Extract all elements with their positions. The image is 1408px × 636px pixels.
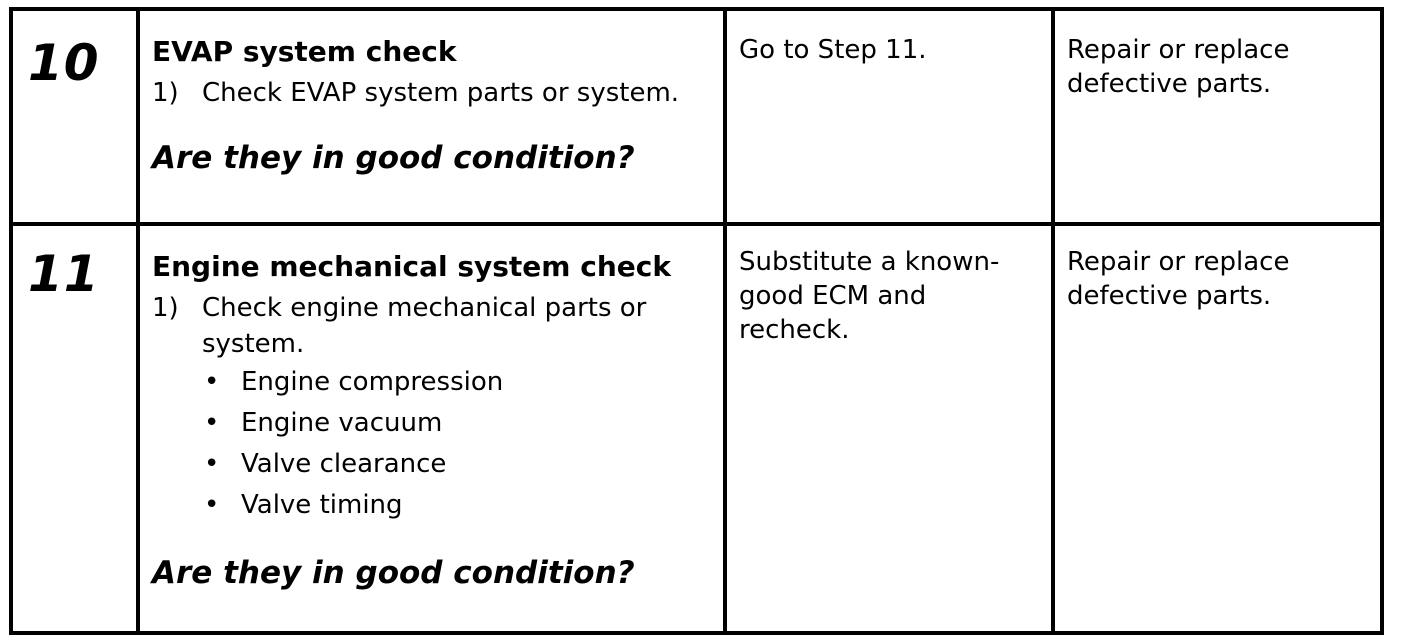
list-item-text: Engine compression <box>241 367 504 397</box>
question-text: Are they in good condition? <box>152 555 635 591</box>
bullet-icon: • <box>204 408 220 438</box>
bullet-icon: • <box>204 449 220 479</box>
action-cell <box>138 9 725 224</box>
list-item-text: Engine vacuum <box>241 408 443 438</box>
table-row-step-10 <box>11 9 1382 224</box>
step-number: 10 <box>28 34 100 92</box>
no-result-text: Repair or replace defective parts. <box>1067 35 1290 99</box>
action-title: Engine mechanical system check <box>152 250 671 283</box>
bullet-icon: • <box>204 367 220 397</box>
yes-cell <box>725 224 1053 633</box>
list-item <box>202 444 711 485</box>
list-item-text: Valve timing <box>241 490 403 520</box>
yes-result-text: Go to Step 11. <box>739 35 927 65</box>
no-cell <box>1053 9 1382 224</box>
troubleshooting-table <box>9 7 1384 635</box>
instruction-item <box>152 290 711 362</box>
yes-cell <box>725 9 1053 224</box>
list-item <box>202 403 711 444</box>
step-cell <box>11 9 138 224</box>
action-cell <box>138 224 725 633</box>
question-text: Are they in good condition? <box>152 140 635 176</box>
instruction-item <box>152 75 711 111</box>
instruction-number: 1) <box>152 293 179 323</box>
list-item <box>202 362 711 403</box>
step-cell <box>11 224 138 633</box>
yes-result-text: Substitute a known-good ECM and recheck. <box>739 247 1000 345</box>
check-list <box>152 362 711 526</box>
table-row-step-11 <box>11 224 1382 633</box>
instruction-text: Check engine mechanical parts or system. <box>202 293 647 359</box>
no-result-text: Repair or replace defective parts. <box>1067 247 1290 311</box>
instruction-text: Check EVAP system parts or system. <box>202 78 680 108</box>
action-title: EVAP system check <box>152 35 457 68</box>
step-number: 11 <box>28 245 100 303</box>
list-item-text: Valve clearance <box>241 449 447 479</box>
instruction-number: 1) <box>152 78 179 108</box>
list-item <box>202 485 711 526</box>
bullet-icon: • <box>204 490 220 520</box>
no-cell <box>1053 224 1382 633</box>
